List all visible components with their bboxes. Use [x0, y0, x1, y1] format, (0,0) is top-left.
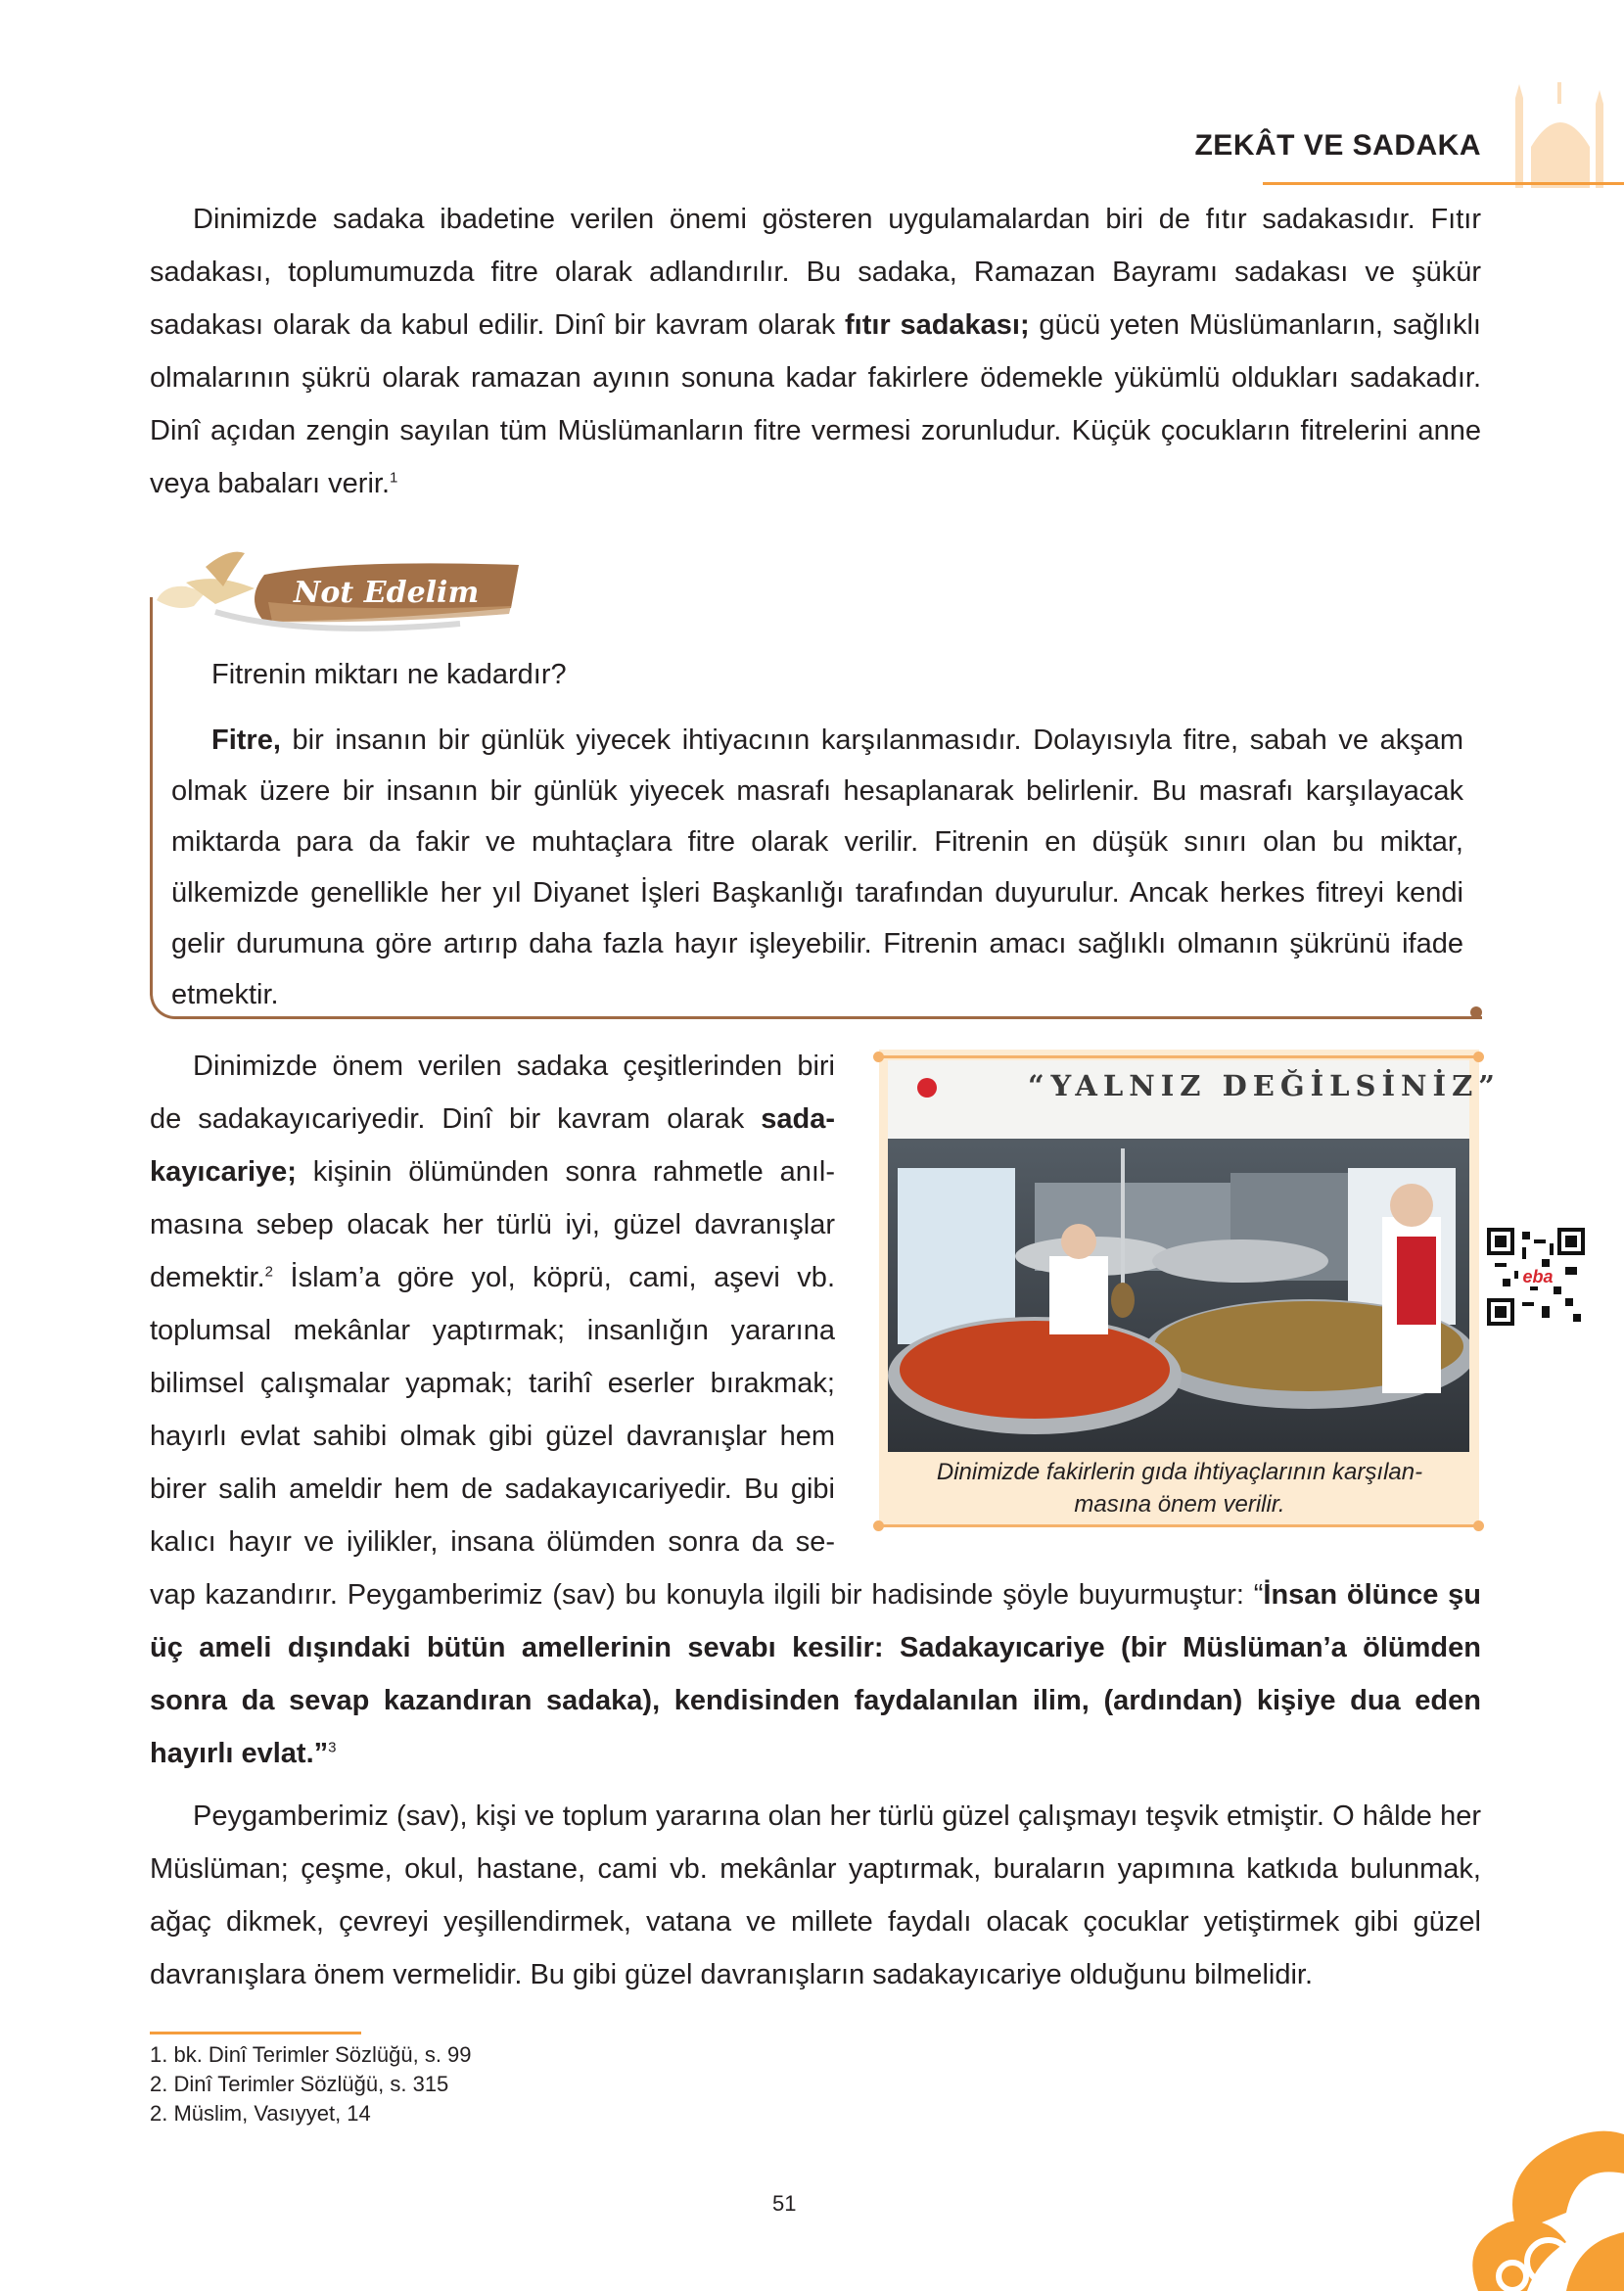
text-line: toplumsal mekânlar yaptırmak; insanlığın yararına	[150, 1315, 835, 1346]
text-line: birer salih ameldir hem de sadakayıcariyedir. Bu gibi	[150, 1473, 835, 1505]
note-paragraph: Fitre, bir insanın bir günlük yiyecek ihtiyacının karşılanmasıdır. Dolayısıyla fitre, sabah ve akşam olmak üzere bir insanın bir günlük yiyecek masrafı hesaplanarak belirlenir. Bu masrafı karşılayacak miktarda para da fakir ve muhtaçlara fitre olarak verilir. Fitrenin en düşük sınırı olan bu miktar, ülkemizde genellikle her yıl Diyanet İşleri Başkanlığı tarafından duyurulur. Ancak herkes fitreyi kendi gelir durumuna göre artırıp daha fazla hayır işleyebilir. Fitrenin amacı sağlıklı olmanın şükrünü ifade etmektir.	[171, 725, 1463, 1010]
header-rule	[1263, 182, 1624, 185]
figure-caption: Dinimizde fakirlerin gıda ihtiyaçlarının karşılan- masına önem verilir.	[936, 1459, 1423, 1518]
footnote-ref-3: 3	[328, 1739, 337, 1756]
text-line: masına sebep olacak her türlü iyi, güzel davranışlar	[150, 1209, 835, 1240]
figure-banner-text: “YALNIZ DEĞİLSİNİZ”	[1028, 1069, 1501, 1102]
text-line: bilimsel çalışmalar yapmak; tarihî eserler bırakmak;	[150, 1368, 835, 1399]
sadaka-paragraph	[150, 1040, 835, 1568]
note-box-end-dot	[1470, 1006, 1482, 1018]
text-line: kayıcariye; kişinin ölümünden sonra rahmetle anıl-	[150, 1156, 835, 1188]
figure-dot	[1473, 1052, 1484, 1062]
footnote-ref-1: 1	[390, 469, 398, 487]
page-number: 51	[772, 2191, 797, 2216]
svg-text:eba: eba	[1522, 1267, 1554, 1286]
footnote-3: 2. Müslim, Vasıyyet, 14	[150, 2101, 371, 2126]
intro-paragraph: Dinimizde sadaka ibadetine verilen önemi gösteren uygulamalardan biri de fıtır sadakasıdır. Fıtır sadakası, toplumumuzda fitre olarak adlandırılır. Bu sadaka, Ramazan Bayramı sadakası ve şükür sadakası olarak da kabul edilir. Dinî bir kavram olarak fıtır sadakası; gücü yeten Müslümanların, sağlıklı olmalarının şükrü olarak ramazan ayının sonuna kadar fakirlere ödemekle yükümlü oldukları sadakadır. Dinî açıdan zengin sayılan tüm Müslümanların fitre vermesi zorunludur. Küçük çocukların fitrelerini anne veya babaları verir.$^1$	[150, 204, 1481, 499]
figure-top-rule	[879, 1055, 1479, 1058]
figure-bottom-rule	[879, 1524, 1479, 1527]
flower-ornament-icon	[1459, 2115, 1624, 2291]
footnote-ref-2: 2	[264, 1263, 274, 1281]
closing-paragraph: Peygamberimiz (sav), kişi ve toplum yararına olan her türlü güzel çalışmayı teşvik etmiştir. O hâlde her Müslüman; çeşme, okul, hastane, cami vb. mekânlar yaptırmak, buraların yapımına katkıda bulunmak, ağaç dikmek, çevreyi yeşillendirmek, vatana ve millete faydalı olacak çocuklar yetiştirmek gibi güzel davranışlara önem vermelidir. Bu gibi güzel davranışların sadakayıcariye olduğunu bilmelidir.	[150, 1800, 1481, 1990]
hadith-paragraph: vap kazandırır. Peygamberimiz (sav) bu konuyla ilgili bir hadisinde şöyle buyurmuştur: “İnsan ölünce şu üç ameli dışındaki bütün amellerinin sevabı kesilir: Sadakayıcariye (bir Müslüman’a ölümden sonra da sevap kazandıran sadaka), kendisinden faydalanılan ilim, (ardından) kişiye dua eden hayırlı evlat.”$^3$	[150, 1579, 1481, 1769]
figure-dot	[1473, 1520, 1484, 1531]
text-line: demektir.$^2$ İslam’a göre yol, köprü, cami, aşevi vb.	[150, 1262, 835, 1293]
text-line: kalıcı hayır ve iyilikler, insana ölümden sonra da se-	[150, 1526, 835, 1558]
figure-dot	[873, 1520, 884, 1531]
footnote-1: 1. bk. Dinî Terimler Sözlüğü, s. 99	[150, 2042, 472, 2067]
mosque-silhouette-icon	[1498, 78, 1624, 188]
qr-code-icon[interactable]	[1487, 1228, 1585, 1326]
page-header-title: ZEKÂT VE SADAKA	[1194, 129, 1481, 162]
note-question: Fitrenin miktarı ne kadardır?	[211, 659, 567, 690]
footnote-rule	[150, 2032, 361, 2034]
text-line: hayırlı evlat sahibi olmak gibi güzel davranışlar hem	[150, 1421, 835, 1452]
text-line: de sadakayıcariyedir. Dinî bir kavram olarak sada-	[150, 1103, 835, 1135]
soup-kitchen-photo	[888, 1060, 1469, 1452]
text-line: Dinimizde önem verilen sadaka çeşitlerinden biri	[193, 1051, 835, 1082]
footnote-2: 2. Dinî Terimler Sözlüğü, s. 315	[150, 2072, 449, 2096]
note-banner-label: Not Edelim	[294, 576, 480, 610]
figure-dot	[873, 1052, 884, 1062]
